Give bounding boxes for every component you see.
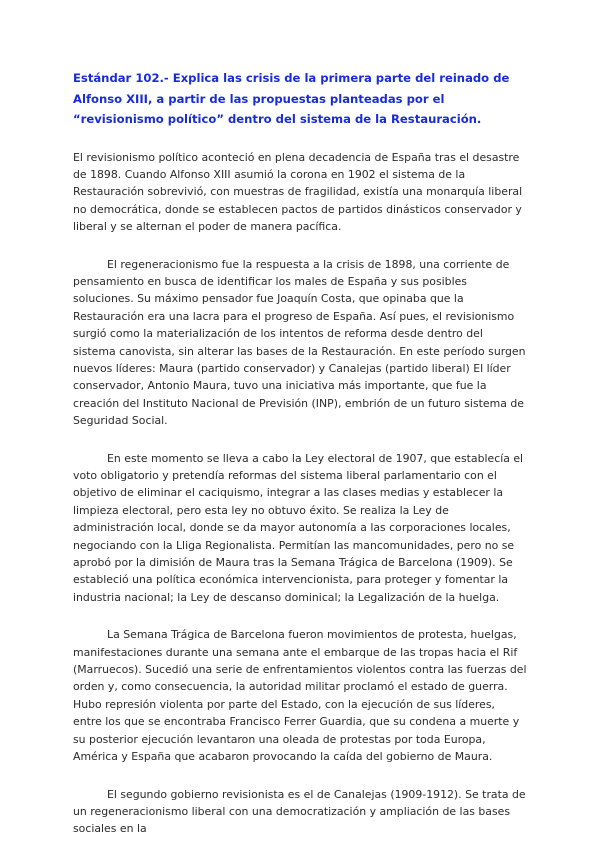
paragraph-ley-electoral: En este momento se lleva a cabo la Ley electoral de 1907, que establecía el voto obligatorio y pretendía reformas del sistema liberal parlamentario con el objetivo de eliminar el caciquismo, integrar a las clases medias y establecer la limpieza electoral, pero esta ley no obtuvo éxito. Se realiza la Ley de administración local, donde se da mayor autonomía a las corporaciones locales, negociando con la Lliga Regionalista. Permitían las mancomunidades, pero no se aprobó por la dimisión de Maura tras la Semana Trágica de Barcelona (1909). Se estableció una política económica intervencionista, para proteger y fomentar la industria nacional; la Ley de descanso dominical; la Legalización de la huelga. — [73, 451, 524, 604]
paragraph-canalejas: El segundo gobierno revisionista es el de Canalejas (1909-1912). Se trata de un regeneracionismo liberal con una democratización y ampliación de las bases sociales en la — [73, 787, 526, 836]
paragraph-regeneracionismo: El regeneracionismo fue la respuesta a la crisis de 1898, una corriente de pensamiento en busca de identificar los males de España y sus posibles soluciones. Su máximo pensador fue Joaquín Costa, que opinaba que la Restauración era una lacra para el progreso de España. Así pues, el revisionismo surgió como la materialización de los intentos de reforma desde dentro del sistema canovista, sin alterar las bases de la Restauración. En este período surgen nuevos líderes: Maura (partido conservador) y Canalejas (partido liberal) El líder conservador, Antonio Maura, tuvo una iniciativa más importante, que fue la creación del Instituto Nacional de Previsión (INP), embrión de un futuro sistema de Seguridad Social. — [73, 257, 526, 428]
paragraph-semana-tragica: La Semana Trágica de Barcelona fueron movimientos de protesta, huelgas, manifestaciones durante una semana ante el embarque de las tropas hacia el Rif (Marruecos). Sucedió una serie de enfrentamientos violentos contra las fuerzas del orden y, como consecuencia, la autoridad militar proclamó el estado de guerra. Hubo represión violenta por parte del Estado, con la ejecución de sus líderes, entre los que se encontraba Francisco Ferrer Guardia, que su condena a muerte y su posterior ejecución levantaron una oleada de protestas por toda Europa, América y España que acabaron provocando la caída del gobierno de Maura. — [73, 628, 527, 764]
document-heading: Estándar 102.- Explica las crisis de la primera parte del reinado de Alfonso XIII, a partir de las propuestas planteadas por el “revisionismo político” dentro del sistema de la Restauración. — [73, 71, 510, 126]
paragraph-intro: El revisionismo político aconteció en plena decadencia de España tras el desastre de 1898. Cuando Alfonso XIII asumió la corona en 1902 el sistema de la Restauración sobrevivió, con muestras de fragilidad, existía una monarquía liberal no democrática, donde se establecen pactos de partidos dinásticos conservador y liberal y se alternan el poder de manera pacífica. — [73, 150, 523, 234]
document-page — [73, 68, 527, 858]
